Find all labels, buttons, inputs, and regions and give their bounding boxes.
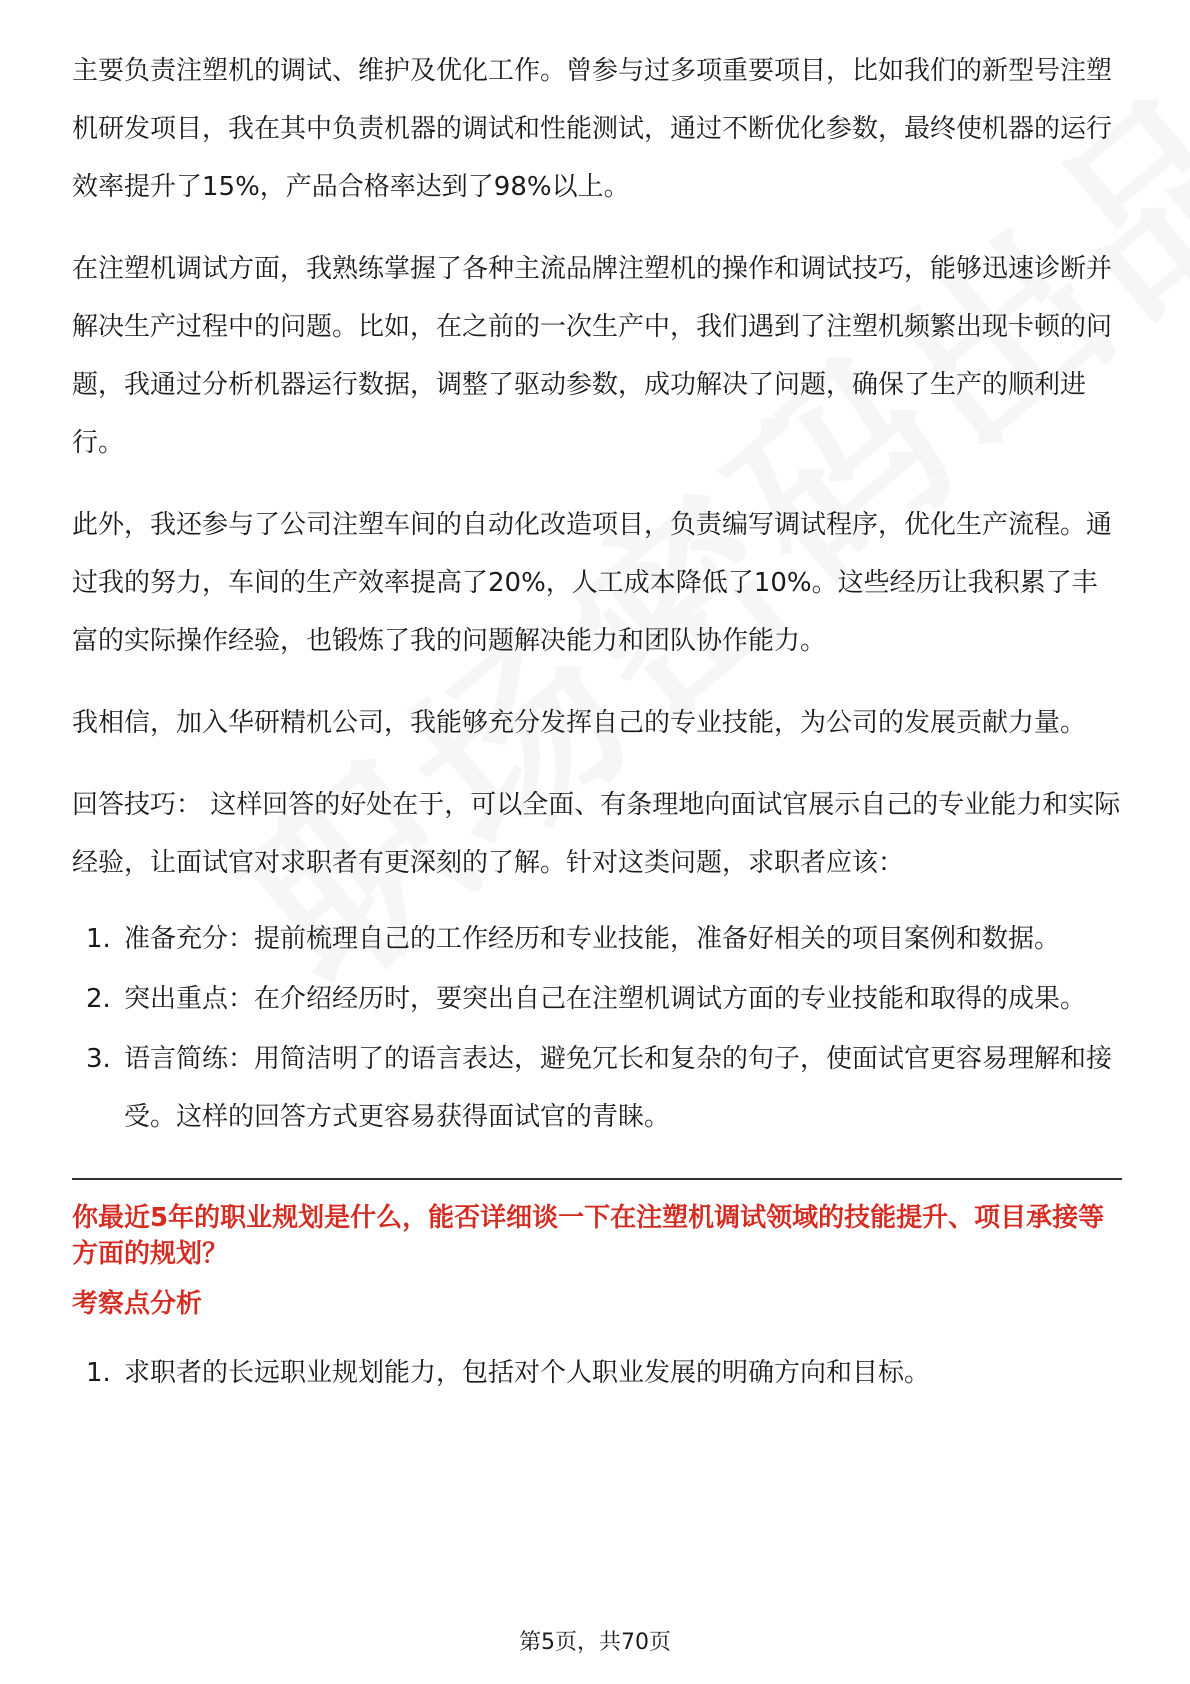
answer-paragraph-1: 主要负责注塑机的调试、维护及优化工作。曾参与过多项重要项目，比如我们的新型号注塑机研发项目，我在其中负责机器的调试和性能测试，通过不断优化参数，最终使机器的运行效率提升了15%，产品合格率达到了98%以上。 (72, 56, 1113, 202)
list-item (72, 910, 1122, 968)
question-heading: 你最近5年的职业规划是什么，能否详细谈一下在注塑机调试领域的技能提升、项目承接等方面的规划？ (72, 1203, 1105, 1269)
analysis-heading: 考察点分析 (72, 1289, 203, 1319)
answer-paragraph-3: 此外，我还参与了公司注塑车间的自动化改造项目，负责编写调试程序，优化生产流程。通过我的努力，车间的生产效率提高了20%，人工成本降低了10%。这些经历让我积累了丰富的实际操作经验，也锻炼了我的问题解决能力和团队协作能力。 (72, 510, 1113, 656)
page-footer: 第5页，共70页 (519, 1630, 671, 1655)
tips-list (72, 910, 1122, 1146)
list-item-text: 突出重点：在介绍经历时，要突出自己在注塑机调试方面的专业技能和取得的成果。 (124, 984, 1087, 1014)
section-divider (72, 1178, 1122, 1180)
list-item (72, 970, 1122, 1028)
answer-paragraph-2: 在注塑机调试方面，我熟练掌握了各种主流品牌注塑机的操作和调试技巧，能够迅速诊断并解决生产过程中的问题。比如，在之前的一次生产中，我们遇到了注塑机频繁出现卡顿的问题，我通过分析机器运行数据，调整了驱动参数，成功解决了问题，确保了生产的顺利进行。 (72, 254, 1113, 458)
list-item (72, 1344, 1122, 1402)
answer-tips-intro: 回答技巧： 这样回答的好处在于，可以全面、有条理地向面试官展示自己的专业能力和实际经验，让面试官对求职者有更深刻的了解。针对这类问题，求职者应该： (72, 790, 1121, 878)
list-item (72, 1030, 1122, 1146)
answer-paragraph-4: 我相信，加入华研精机公司，我能够充分发挥自己的专业技能，为公司的发展贡献力量。 (72, 708, 1087, 738)
analysis-list (72, 1344, 1122, 1402)
list-item-text: 准备充分：提前梳理自己的工作经历和专业技能，准备好相关的项目案例和数据。 (124, 924, 1061, 954)
list-number: 1. (86, 924, 111, 954)
document-page (72, 42, 1122, 1404)
list-number: 3. (86, 1044, 111, 1074)
list-item-text: 语言简练：用简洁明了的语言表达，避免冗长和复杂的句子，使面试官更容易理解和接受。这样的回答方式更容易获得面试官的青睐。 (124, 1044, 1113, 1132)
list-number: 1. (86, 1358, 111, 1388)
list-number: 2. (86, 984, 111, 1014)
list-item-text: 求职者的长远职业规划能力，包括对个人职业发展的明确方向和目标。 (124, 1358, 931, 1388)
